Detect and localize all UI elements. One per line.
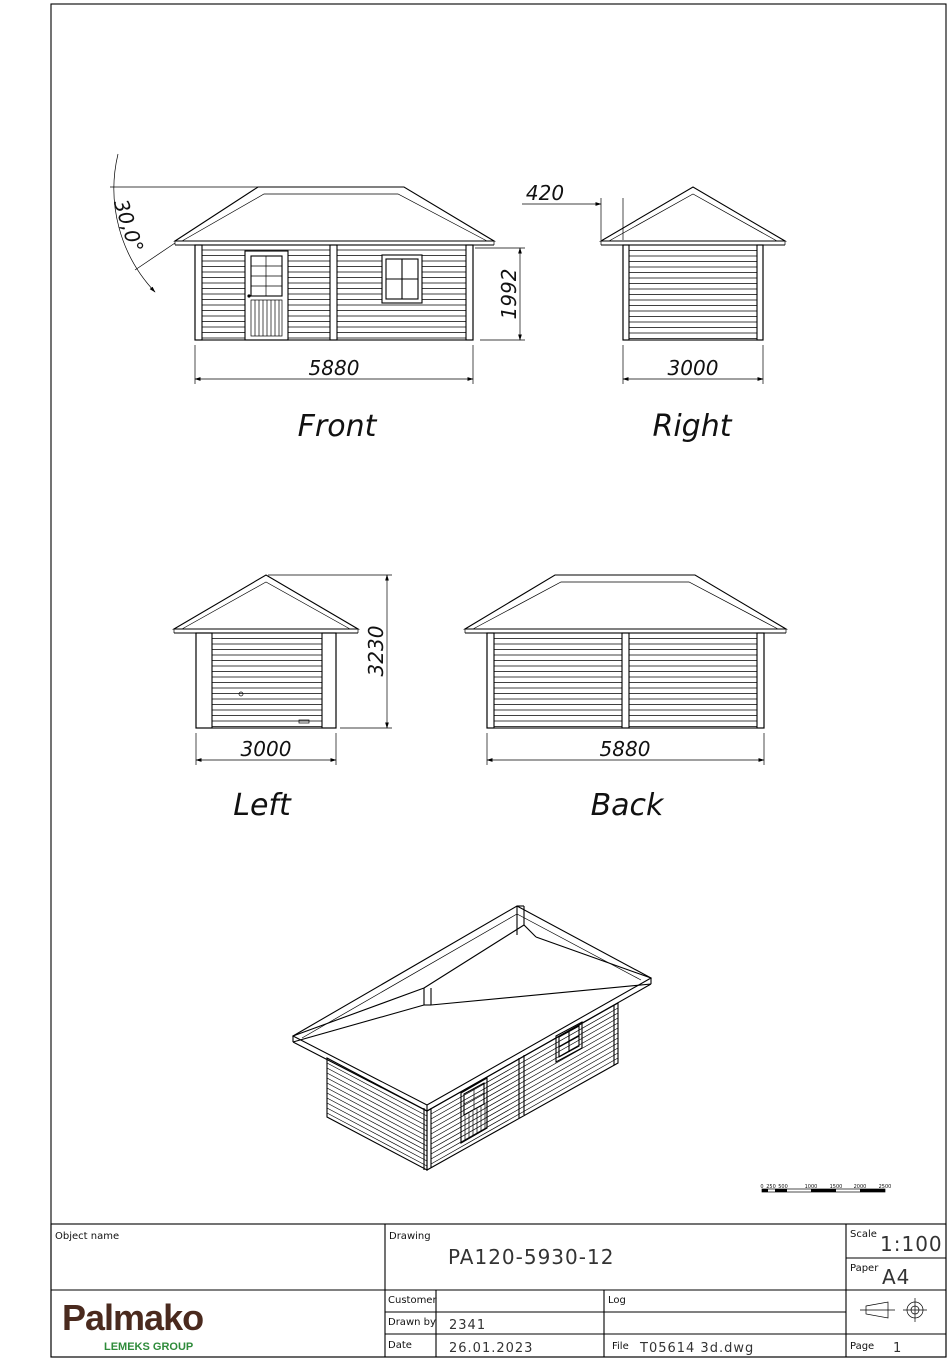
company-logo: Palmako: [62, 1297, 204, 1338]
sheet-border: [51, 4, 946, 1357]
right-roof: [601, 187, 785, 241]
company-sublogo: LEMEKS GROUP: [104, 1341, 194, 1353]
scale-tick-label: 2000: [853, 1184, 867, 1190]
file-label: File: [612, 1341, 629, 1352]
page-label: Page: [850, 1341, 875, 1352]
title-block: [51, 1224, 946, 1357]
projection-symbol-icon: [860, 1298, 927, 1322]
left-width-dim: 3000: [240, 737, 292, 761]
drawn-by-value: 2341: [449, 1318, 487, 1333]
left-view: [174, 575, 392, 823]
back-width-dim: 5880: [599, 737, 651, 761]
left-roof: [174, 575, 358, 629]
back-view: [465, 575, 786, 823]
object-name-label: Object name: [55, 1231, 120, 1242]
back-view-label: Back: [590, 788, 664, 823]
front-roof: [175, 187, 494, 241]
right-view: [522, 181, 785, 444]
drawn-by-label: Drawn by: [388, 1317, 436, 1328]
log-label: Log: [608, 1295, 626, 1306]
back-roof: [465, 575, 786, 629]
paper-value: A4: [882, 1265, 911, 1289]
file-value: T05614 3d.dwg: [640, 1341, 755, 1356]
paper-label: Paper: [850, 1263, 879, 1274]
scale-tick-label: 500: [778, 1184, 788, 1190]
scale-bar: [760, 1184, 891, 1192]
front-view-label: Front: [297, 409, 377, 444]
right-overhang-dim: 420: [525, 181, 565, 205]
back-wall: [487, 633, 764, 728]
scale-tick-label: 0: [760, 1184, 764, 1190]
front-view: [109, 154, 525, 444]
scale-tick-label: 250: [766, 1184, 776, 1190]
front-window: [382, 255, 422, 303]
page-value: 1: [893, 1341, 903, 1356]
front-wall: [195, 245, 473, 340]
right-view-label: Right: [652, 409, 732, 444]
customer-label: Customer: [388, 1295, 437, 1306]
scale-label: Scale: [850, 1229, 877, 1240]
drawing-number: PA120-5930-12: [448, 1245, 615, 1269]
scale-tick-label: 1500: [829, 1184, 843, 1190]
scale-tick-label: 1000: [804, 1184, 818, 1190]
left-view-label: Left: [233, 788, 291, 823]
scale-tick-label: 2500: [878, 1184, 892, 1190]
drawing-label: Drawing: [389, 1231, 431, 1242]
front-width-dim: 5880: [308, 356, 360, 380]
front-height-dim: 1992: [497, 268, 521, 320]
left-wall: [196, 633, 336, 728]
scale-value: 1:100: [880, 1232, 943, 1256]
date-label: Date: [388, 1340, 412, 1351]
front-door: [245, 251, 288, 340]
left-height-dim: 3230: [364, 625, 388, 677]
date-value: 26.01.2023: [449, 1341, 534, 1356]
front-angle-dim: 30,0°: [108, 196, 149, 256]
right-wall: [623, 245, 763, 340]
isometric-view: [293, 906, 651, 1170]
right-width-dim: 3000: [667, 356, 719, 380]
